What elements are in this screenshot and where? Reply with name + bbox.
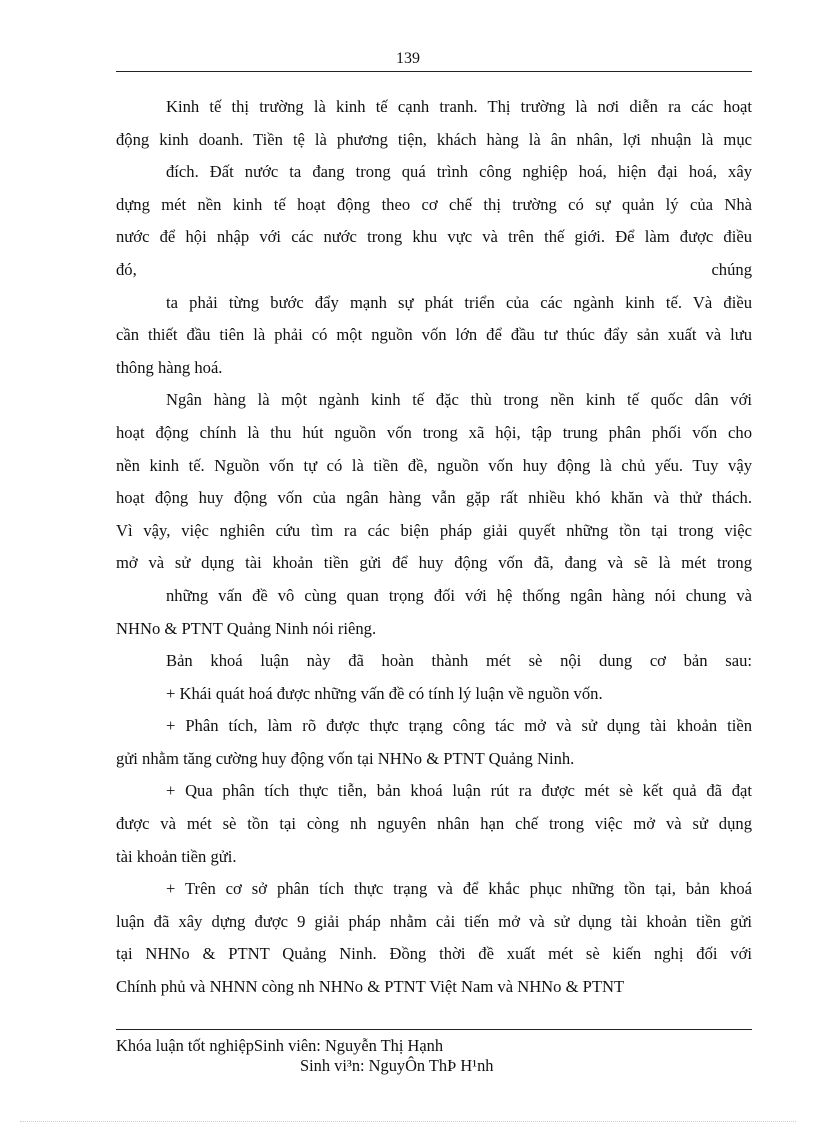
text-line: + Qua phân tích thực tiễn, bản khoá luận rút ra được mét sè kết quả đã đạt <box>166 781 752 801</box>
text-line: gửi nhằm tăng cường huy động vốn tại NHNo & PTNT Quảng Ninh. <box>116 748 575 768</box>
text-line: nước để hội nhập với các nước trong khu vực và trên thế giới. Để làm được điều <box>116 227 752 247</box>
text-line: cần thiết đầu tiên là phải có một nguồn vốn lớn để đầu tư thúc đẩy sản xuất và lưu <box>116 325 752 345</box>
text-line: thông hàng hoá. <box>116 357 223 377</box>
text-line: tài khoản tiền gửi. <box>116 846 237 866</box>
body-text <box>116 94 752 1007</box>
text-line: hoạt động huy động vốn của ngân hàng vẫn gặp rất nhiều khó khăn và thử thách. <box>116 488 752 508</box>
text-line: NHNo & PTNT Quảng Ninh nói riêng. <box>116 618 377 638</box>
text-line: Vì vậy, việc nghiên cứu tìm ra các biện pháp giải quyết những tồn tại trong việc <box>116 520 752 540</box>
text-line: đích. Đất nước ta đang trong quá trình công nghiệp hoá, hiện đại hoá, xây <box>166 162 752 182</box>
text-line: dựng mét nền kinh tế hoạt động theo cơ chế thị trường có sự quản lý của Nhà <box>116 194 752 214</box>
text-line: mở và sử dụng tài khoản tiền gửi để huy động vốn đã, đang và sẽ là mét trong <box>116 553 752 573</box>
footer-line-1: Khóa luận tốt nghiệpSinh viên: Nguyễn Thị Hạnh <box>116 1036 444 1055</box>
text-line: luận đã xây dựng được 9 giải pháp nhằm cải tiến mở và sử dụng tài khoản tiền gửi <box>116 911 752 931</box>
header-rule <box>116 71 752 72</box>
text-line: nền kinh tế. Nguồn vốn tự có là tiền đề, nguồn vốn huy động là chủ yếu. Tuy vậy <box>116 455 752 475</box>
text-line: được và mét sè tồn tại còng nh nguyên nhân hạn chế trong việc mở và sử dụng <box>116 814 752 834</box>
page-number: 139 <box>396 50 420 67</box>
text-line: Kinh tế thị trường là kinh tế cạnh tranh. Thị trường là nơi diễn ra các hoạt <box>166 97 752 116</box>
text-line: + Phân tích, làm rõ được thực trạng công tác mở và sử dụng tài khoản tiền <box>166 716 752 736</box>
text-line: Bản khoá luận này đã hoàn thành mét sè nội dung cơ bản sau: <box>166 651 752 671</box>
text-line: đó, chúng <box>116 259 752 279</box>
footer-line-2: Sinh vi³n: NguyÔn ThÞ H¹nh <box>300 1056 494 1075</box>
text-line: động kinh doanh. Tiền tệ là phương tiện, khách hàng là ân nhân, lợi nhuận là mục <box>116 129 752 149</box>
footer-rule <box>116 1029 752 1030</box>
page-edge-dotted-line <box>20 1121 796 1122</box>
text-line: ta phải từng bước đẩy mạnh sự phát triển của các ngành kinh tế. Và điều <box>166 292 752 312</box>
text-line: Ngân hàng là một ngành kinh tế đặc thù trong nền kinh tế quốc dân với <box>166 390 752 410</box>
text-line: + Trên cơ sở phân tích thực trạng và để khắc phục những tồn tại, bản khoá <box>166 879 752 899</box>
text-line: hoạt động chính là thu hút nguồn vốn trong xã hội, tập trung phân phối vốn cho <box>116 422 752 442</box>
text-line: những vấn đề vô cùng quan trọng đối với hệ thống ngân hàng nói chung và <box>166 585 752 605</box>
text-line: tại NHNo & PTNT Quảng Ninh. Đồng thời đề xuất mét sè kiến nghị đối với <box>116 944 752 964</box>
text-line: + Khái quát hoá được những vấn đề có tính lý luận về nguồn vốn. <box>166 683 603 703</box>
text-line: Chính phủ và NHNN còng nh NHNo & PTNT Việt Nam và NHNo & PTNT <box>116 977 625 997</box>
